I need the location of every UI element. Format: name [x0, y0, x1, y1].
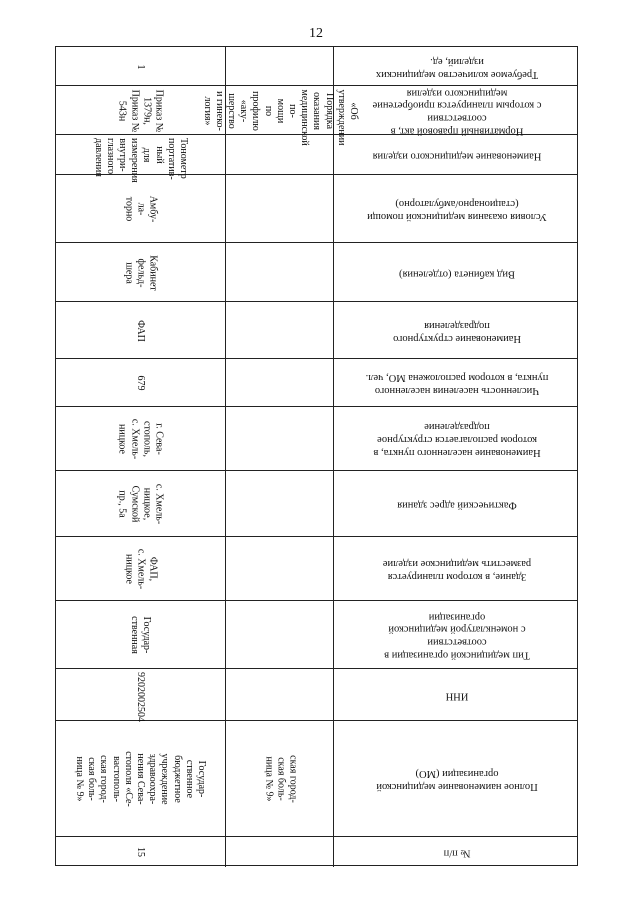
table-column [55, 600, 578, 669]
cell-value-a [225, 135, 334, 175]
column-header [333, 135, 579, 175]
table-column [55, 46, 578, 47]
cell-value-b-text: ФАП, с. Хмель- ницкое [122, 548, 159, 590]
cell-value-b-text: 679 [135, 375, 147, 391]
table-column [55, 301, 578, 359]
cell-value-b [55, 359, 225, 407]
column-header-text: Нормативный правовой акт, в соответствии с которым планируется приобретение медицинского изделия [372, 86, 541, 137]
column-header-text: Требуемое количество медицинских изделий, ед. [375, 55, 538, 80]
column-header-text: Условия оказания медицинской помощи (стационарно/амбулаторно) [366, 198, 547, 222]
cell-value-b [55, 302, 225, 359]
cell-value-b-text: 1 [135, 64, 147, 69]
cell-value-b [55, 721, 225, 837]
column-header-text: Численность населения населенного пункта, в котором расположена МО, чел. [365, 372, 548, 396]
table-column [55, 836, 578, 867]
column-header [333, 86, 579, 135]
cell-value-b-text: Амбу- ла- торно [122, 195, 159, 223]
cell-value-a [201, 86, 360, 146]
table-column [55, 720, 578, 837]
column-header-text: Тип медицинской организации в соответствии с номенклатурой медицинской организации [383, 611, 530, 661]
column-header-text: Наименование структурного подразделения [392, 319, 521, 344]
table-column [55, 174, 578, 243]
cell-value-a-text: «Об утверждении Порядка оказания медицинской по- мощи по профилю «аку- шерство и гинеко- логия» [201, 89, 360, 146]
cell-value-a [225, 407, 334, 471]
cell-value-b [55, 407, 225, 471]
column-header [333, 669, 579, 721]
cell-value-b-text: Кабинет фельд- шера [122, 254, 159, 291]
cell-value-a [225, 837, 334, 867]
column-header [333, 537, 579, 601]
column-header-text: Полное наименование медицинской организации (МО) [375, 768, 538, 792]
cell-value-b [55, 86, 225, 135]
rotated-table [55, 46, 578, 866]
column-header [333, 359, 579, 407]
cell-value-a-text: ская город- ская боль- ница № 9» [262, 755, 299, 803]
cell-value-b-text: Государ- ственное бюджетное учреждение здравоохра- нения Сева- стополя «Се- вастополь- ская город- ская боль- ница № 9» [74, 751, 208, 807]
cell-value-a [225, 302, 334, 359]
column-header [333, 721, 579, 837]
cell-value-a [225, 471, 334, 537]
cell-value-b-text: Государ- ственная [129, 616, 153, 654]
cell-value-a [225, 537, 334, 601]
cell-value-a [225, 721, 334, 837]
column-header-text: № п/п [443, 847, 470, 859]
table-column [55, 406, 578, 471]
column-header [333, 243, 579, 302]
column-header [333, 47, 579, 86]
cell-value-a [225, 601, 334, 669]
column-header [333, 302, 579, 359]
column-header-text: ИНН [445, 690, 468, 702]
cell-value-a [225, 175, 334, 243]
column-header [333, 407, 579, 471]
cell-value-b [55, 175, 225, 243]
cell-value-a [225, 47, 334, 86]
cell-value-b [55, 601, 225, 669]
column-header-text: Наименование медицинского изделия [372, 150, 541, 162]
column-header-text: Фактический адрес здания [396, 499, 517, 511]
table-column [55, 536, 578, 601]
cell-value-b-text: Тонометр портатив- ный для измерения внутри- глазного давления [92, 138, 189, 183]
cell-value-a [225, 669, 334, 721]
page-number: 12 [309, 26, 323, 41]
cell-value-a [225, 243, 334, 302]
table-column [55, 46, 578, 86]
cell-value-b [55, 471, 225, 537]
cell-value-b [55, 669, 225, 721]
cell-value-b [55, 135, 225, 183]
cell-value-b-text: ФАП [135, 319, 147, 342]
column-header [333, 471, 579, 537]
column-header [333, 837, 579, 867]
cell-value-b-text: 15 [135, 847, 147, 857]
table-column [55, 668, 578, 721]
cell-value-b [55, 47, 225, 86]
column-header-text: Вид кабинета (отделения) [398, 267, 515, 279]
cell-value-b-text: с. Хмель- ницкое, Сумской пр., 5а [116, 483, 165, 525]
table-column [55, 134, 578, 183]
table-column [55, 358, 578, 407]
column-header [333, 175, 579, 243]
cell-value-a [225, 359, 334, 407]
column-header-text: Здание, в котором планируется разместить медицинское изделие [382, 558, 531, 582]
cell-value-b [55, 537, 225, 601]
cell-value-b [55, 837, 225, 867]
table-column [55, 242, 578, 302]
cell-value-b [55, 243, 225, 302]
column-header-text: Наименование населенного пункта, в котором располагается структурное подразделение [372, 421, 541, 459]
table-column [55, 470, 578, 537]
cell-value-b-text: г. Сева- стополь, с. Хмель- ницкое [116, 418, 165, 460]
cell-value-b-text: Приказ № 1379н, Приказ № 543н [116, 89, 165, 132]
column-header [333, 601, 579, 669]
table-column [55, 85, 578, 146]
cell-value-b-text: 9202002504 [135, 672, 147, 722]
